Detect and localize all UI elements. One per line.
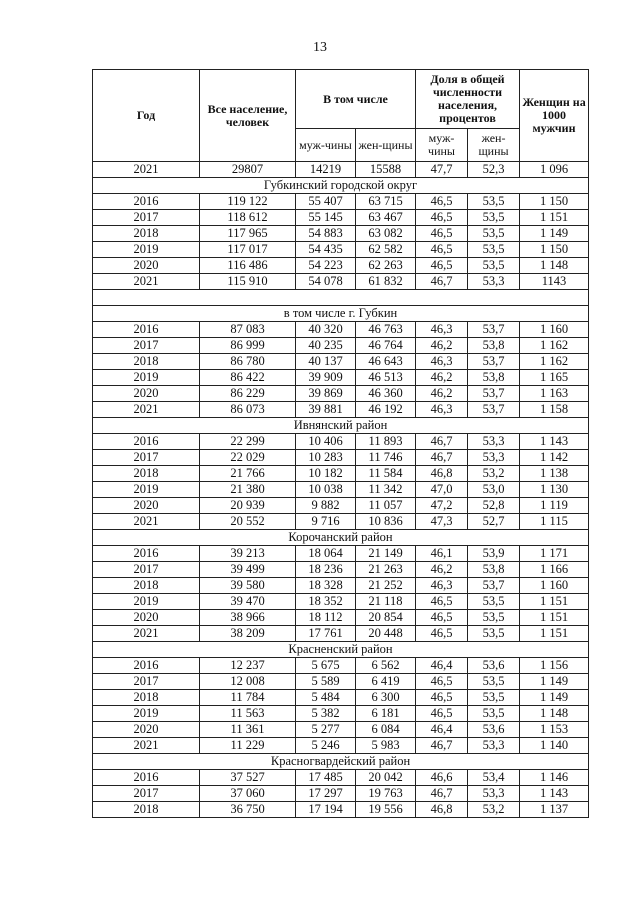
table-row	[93, 162, 589, 178]
cell-men-share: 46,5	[416, 226, 468, 242]
cell-women-share: 53,5	[468, 594, 520, 610]
cell-men: 18 352	[296, 594, 356, 610]
cell-men: 17 761	[296, 626, 356, 642]
cell-year: 2017	[93, 562, 200, 578]
cell-year: 2017	[93, 786, 200, 802]
cell-women: 61 832	[356, 274, 416, 290]
cell-men: 9 882	[296, 498, 356, 514]
cell-men-share: 46,3	[416, 322, 468, 338]
section-title: Губкинский городской округ	[93, 178, 589, 194]
cell-women: 11 746	[356, 450, 416, 466]
cell-total: 86 073	[200, 402, 296, 418]
cell-year: 2019	[93, 482, 200, 498]
cell-men-share: 46,6	[416, 770, 468, 786]
cell-total: 37 527	[200, 770, 296, 786]
cell-men: 17 194	[296, 802, 356, 818]
cell-women-per-1000: 1 149	[520, 226, 589, 242]
cell-year: 2020	[93, 722, 200, 738]
cell-women-per-1000: 1 115	[520, 514, 589, 530]
table-row	[93, 498, 589, 514]
cell-men: 54 223	[296, 258, 356, 274]
cell-women-per-1000: 1 130	[520, 482, 589, 498]
cell-men: 5 484	[296, 690, 356, 706]
cell-men: 39 881	[296, 402, 356, 418]
cell-women-per-1000: 1 140	[520, 738, 589, 754]
cell-women: 63 467	[356, 210, 416, 226]
cell-women-share: 53,0	[468, 482, 520, 498]
cell-men: 18 112	[296, 610, 356, 626]
cell-men-share: 46,5	[416, 258, 468, 274]
cell-women-share: 52,7	[468, 514, 520, 530]
cell-total: 86 229	[200, 386, 296, 402]
cell-total: 36 750	[200, 802, 296, 818]
cell-year: 2017	[93, 450, 200, 466]
table-row	[93, 610, 589, 626]
section-title: Ивнянский район	[93, 418, 589, 434]
cell-men-share: 46,7	[416, 450, 468, 466]
cell-women: 20 854	[356, 610, 416, 626]
cell-total: 22 029	[200, 450, 296, 466]
cell-women: 46 192	[356, 402, 416, 418]
table-row	[93, 690, 589, 706]
cell-men: 10 182	[296, 466, 356, 482]
cell-women: 21 118	[356, 594, 416, 610]
cell-women-per-1000: 1 149	[520, 674, 589, 690]
cell-women-share: 53,9	[468, 546, 520, 562]
cell-men-share: 46,2	[416, 370, 468, 386]
cell-women-share: 53,5	[468, 626, 520, 642]
cell-total: 11 229	[200, 738, 296, 754]
cell-women-share: 53,5	[468, 706, 520, 722]
cell-women: 11 584	[356, 466, 416, 482]
cell-women: 46 360	[356, 386, 416, 402]
cell-men: 17 485	[296, 770, 356, 786]
header-women-per-1000-men: Женщин на 1000 мужчин	[520, 70, 589, 162]
table-row	[93, 546, 589, 562]
cell-men-share: 46,4	[416, 658, 468, 674]
cell-women-share: 53,3	[468, 786, 520, 802]
cell-men-share: 46,8	[416, 466, 468, 482]
cell-total: 22 299	[200, 434, 296, 450]
cell-women: 63 715	[356, 194, 416, 210]
table-row	[93, 706, 589, 722]
cell-men-share: 46,2	[416, 562, 468, 578]
cell-men-share: 46,5	[416, 674, 468, 690]
cell-women-per-1000: 1 151	[520, 626, 589, 642]
table-row	[93, 338, 589, 354]
cell-women: 19 556	[356, 802, 416, 818]
cell-year: 2016	[93, 322, 200, 338]
header-women: жен-щины	[356, 129, 416, 162]
cell-total: 38 966	[200, 610, 296, 626]
cell-women-share: 53,7	[468, 386, 520, 402]
cell-women-share: 53,5	[468, 674, 520, 690]
cell-total: 39 470	[200, 594, 296, 610]
cell-women-share: 53,7	[468, 578, 520, 594]
table-row	[93, 434, 589, 450]
cell-men: 55 407	[296, 194, 356, 210]
cell-women: 11 057	[356, 498, 416, 514]
cell-women-per-1000: 1 160	[520, 322, 589, 338]
cell-women-share: 53,8	[468, 370, 520, 386]
cell-women: 6 419	[356, 674, 416, 690]
cell-total: 12 237	[200, 658, 296, 674]
table-row	[93, 738, 589, 754]
cell-women-per-1000: 1 160	[520, 578, 589, 594]
table-row	[93, 786, 589, 802]
cell-total: 20 939	[200, 498, 296, 514]
cell-men-share: 46,7	[416, 738, 468, 754]
table-row	[93, 210, 589, 226]
cell-women-per-1000: 1 165	[520, 370, 589, 386]
cell-men: 5 589	[296, 674, 356, 690]
table-body	[93, 162, 589, 818]
section-title: в том числе г. Губкин	[93, 306, 589, 322]
cell-year: 2020	[93, 386, 200, 402]
cell-men: 55 145	[296, 210, 356, 226]
cell-year: 2019	[93, 706, 200, 722]
table-row	[93, 482, 589, 498]
table-row	[93, 242, 589, 258]
cell-women-share: 53,8	[468, 338, 520, 354]
cell-men-share: 46,7	[416, 786, 468, 802]
cell-year: 2021	[93, 738, 200, 754]
cell-men-share: 46,5	[416, 706, 468, 722]
cell-men: 18 064	[296, 546, 356, 562]
cell-women: 19 763	[356, 786, 416, 802]
cell-men: 10 406	[296, 434, 356, 450]
cell-men-share: 46,5	[416, 626, 468, 642]
cell-total: 39 499	[200, 562, 296, 578]
cell-women-share: 53,4	[468, 770, 520, 786]
section-row	[93, 530, 589, 546]
section-row	[93, 306, 589, 322]
section-row	[93, 754, 589, 770]
cell-women-share: 53,8	[468, 562, 520, 578]
cell-women-per-1000: 1 150	[520, 242, 589, 258]
cell-men-share: 46,5	[416, 690, 468, 706]
cell-women: 10 836	[356, 514, 416, 530]
cell-year: 2017	[93, 674, 200, 690]
cell-women: 11 893	[356, 434, 416, 450]
table-row	[93, 466, 589, 482]
cell-women-share: 53,7	[468, 402, 520, 418]
table-row	[93, 370, 589, 386]
cell-women-share: 53,5	[468, 258, 520, 274]
cell-women-share: 53,7	[468, 322, 520, 338]
cell-women-per-1000: 1 150	[520, 194, 589, 210]
table-row	[93, 274, 589, 290]
cell-women: 20 448	[356, 626, 416, 642]
cell-men: 39 869	[296, 386, 356, 402]
table-row	[93, 402, 589, 418]
cell-women-per-1000: 1 158	[520, 402, 589, 418]
cell-women: 6 300	[356, 690, 416, 706]
cell-men-share: 46,3	[416, 354, 468, 370]
cell-total: 87 083	[200, 322, 296, 338]
spacer-cell	[93, 290, 589, 306]
cell-men: 5 277	[296, 722, 356, 738]
cell-year: 2020	[93, 610, 200, 626]
cell-women-per-1000: 1 166	[520, 562, 589, 578]
cell-women-per-1000: 1 119	[520, 498, 589, 514]
cell-total: 38 209	[200, 626, 296, 642]
cell-men-share: 46,5	[416, 242, 468, 258]
cell-year: 2017	[93, 338, 200, 354]
cell-women-share: 53,3	[468, 450, 520, 466]
cell-women-share: 53,5	[468, 226, 520, 242]
cell-total: 39 213	[200, 546, 296, 562]
cell-men-share: 46,5	[416, 194, 468, 210]
cell-men: 18 328	[296, 578, 356, 594]
table-row	[93, 770, 589, 786]
cell-women: 11 342	[356, 482, 416, 498]
cell-year: 2018	[93, 226, 200, 242]
cell-men-share: 46,8	[416, 802, 468, 818]
cell-year: 2016	[93, 546, 200, 562]
cell-women-per-1000: 1 138	[520, 466, 589, 482]
cell-women: 15588	[356, 162, 416, 178]
cell-men-share: 46,7	[416, 274, 468, 290]
cell-women: 62 263	[356, 258, 416, 274]
cell-men-share: 47,7	[416, 162, 468, 178]
cell-women-share: 52,3	[468, 162, 520, 178]
cell-year: 2021	[93, 514, 200, 530]
table-row	[93, 322, 589, 338]
table-row	[93, 658, 589, 674]
section-row	[93, 418, 589, 434]
cell-year: 2017	[93, 210, 200, 226]
cell-total: 21 380	[200, 482, 296, 498]
cell-men-share: 47,3	[416, 514, 468, 530]
cell-total: 86 422	[200, 370, 296, 386]
cell-women-share: 53,5	[468, 690, 520, 706]
cell-women-share: 53,5	[468, 242, 520, 258]
cell-total: 39 580	[200, 578, 296, 594]
cell-women-per-1000: 1 146	[520, 770, 589, 786]
cell-women-per-1000: 1 142	[520, 450, 589, 466]
cell-women-share: 53,2	[468, 802, 520, 818]
cell-men-share: 46,2	[416, 338, 468, 354]
cell-year: 2020	[93, 498, 200, 514]
cell-year: 2021	[93, 402, 200, 418]
cell-year: 2018	[93, 578, 200, 594]
header-including: В том числе	[296, 70, 416, 129]
cell-women-share: 53,3	[468, 434, 520, 450]
page-number: 13	[313, 40, 327, 55]
cell-year: 2019	[93, 594, 200, 610]
cell-women: 63 082	[356, 226, 416, 242]
cell-men-share: 47,0	[416, 482, 468, 498]
cell-women: 46 764	[356, 338, 416, 354]
cell-total: 11 361	[200, 722, 296, 738]
cell-year: 2016	[93, 770, 200, 786]
section-title: Корочанский район	[93, 530, 589, 546]
cell-women: 21 263	[356, 562, 416, 578]
table-row	[93, 626, 589, 642]
cell-men-share: 46,5	[416, 594, 468, 610]
cell-men: 14219	[296, 162, 356, 178]
cell-women: 20 042	[356, 770, 416, 786]
cell-year: 2020	[93, 258, 200, 274]
spacer-row	[93, 290, 589, 306]
cell-men-share: 46,7	[416, 434, 468, 450]
cell-women-per-1000: 1 153	[520, 722, 589, 738]
cell-women-per-1000: 1 163	[520, 386, 589, 402]
cell-total: 37 060	[200, 786, 296, 802]
cell-men: 5 246	[296, 738, 356, 754]
cell-men: 39 909	[296, 370, 356, 386]
cell-total: 117 965	[200, 226, 296, 242]
table-header	[93, 70, 589, 162]
cell-women-share: 53,3	[468, 738, 520, 754]
cell-women-share: 53,5	[468, 194, 520, 210]
cell-year: 2016	[93, 194, 200, 210]
cell-year: 2018	[93, 354, 200, 370]
cell-women: 6 181	[356, 706, 416, 722]
cell-men: 54 435	[296, 242, 356, 258]
cell-year: 2016	[93, 658, 200, 674]
cell-total: 86 999	[200, 338, 296, 354]
cell-women-per-1000: 1 137	[520, 802, 589, 818]
cell-total: 115 910	[200, 274, 296, 290]
cell-year: 2021	[93, 162, 200, 178]
cell-men: 40 137	[296, 354, 356, 370]
cell-men: 54 883	[296, 226, 356, 242]
cell-year: 2016	[93, 434, 200, 450]
cell-men-share: 46,5	[416, 610, 468, 626]
cell-women: 62 582	[356, 242, 416, 258]
header-women-share: жен-щины	[468, 129, 520, 162]
cell-women-per-1000: 1 171	[520, 546, 589, 562]
cell-women: 46 513	[356, 370, 416, 386]
section-row	[93, 642, 589, 658]
table-row	[93, 578, 589, 594]
cell-women-share: 53,6	[468, 722, 520, 738]
cell-women: 6 084	[356, 722, 416, 738]
cell-women: 5 983	[356, 738, 416, 754]
cell-men: 18 236	[296, 562, 356, 578]
cell-women-share: 53,3	[468, 274, 520, 290]
cell-year: 2018	[93, 466, 200, 482]
cell-women-per-1000: 1 151	[520, 210, 589, 226]
table-row	[93, 722, 589, 738]
header-total-population: Все население, человек	[200, 70, 296, 162]
cell-men: 17 297	[296, 786, 356, 802]
table-row	[93, 674, 589, 690]
header-men: муж-чины	[296, 129, 356, 162]
header-men-share: муж-чины	[416, 129, 468, 162]
cell-women-per-1000: 1 149	[520, 690, 589, 706]
cell-women-per-1000: 1 148	[520, 706, 589, 722]
header-share: Доля в общей численности населения, процентов	[416, 70, 520, 129]
table-row	[93, 594, 589, 610]
cell-men-share: 46,3	[416, 402, 468, 418]
table-row	[93, 514, 589, 530]
cell-women-per-1000: 1 143	[520, 434, 589, 450]
cell-year: 2021	[93, 274, 200, 290]
cell-men-share: 47,2	[416, 498, 468, 514]
table-row	[93, 562, 589, 578]
section-title: Красненский район	[93, 642, 589, 658]
cell-year: 2018	[93, 802, 200, 818]
cell-men: 40 235	[296, 338, 356, 354]
table-row	[93, 386, 589, 402]
cell-women-per-1000: 1 148	[520, 258, 589, 274]
cell-men: 54 078	[296, 274, 356, 290]
cell-men-share: 46,2	[416, 386, 468, 402]
cell-men: 10 038	[296, 482, 356, 498]
cell-men-share: 46,5	[416, 210, 468, 226]
cell-men: 40 320	[296, 322, 356, 338]
cell-women-per-1000: 1 162	[520, 338, 589, 354]
cell-women-share: 53,6	[468, 658, 520, 674]
cell-women-per-1000: 1 143	[520, 786, 589, 802]
cell-women-per-1000: 1 151	[520, 610, 589, 626]
cell-women-share: 53,5	[468, 610, 520, 626]
cell-year: 2021	[93, 626, 200, 642]
cell-year: 2019	[93, 242, 200, 258]
cell-total: 20 552	[200, 514, 296, 530]
cell-total: 11 784	[200, 690, 296, 706]
cell-women: 46 643	[356, 354, 416, 370]
cell-total: 21 766	[200, 466, 296, 482]
cell-women-share: 53,2	[468, 466, 520, 482]
cell-women-per-1000: 1143	[520, 274, 589, 290]
cell-women-share: 53,7	[468, 354, 520, 370]
section-row	[93, 178, 589, 194]
cell-total: 118 612	[200, 210, 296, 226]
cell-total: 29807	[200, 162, 296, 178]
table-row	[93, 354, 589, 370]
cell-women-per-1000: 1 162	[520, 354, 589, 370]
cell-total: 116 486	[200, 258, 296, 274]
section-title: Красногвардейский район	[93, 754, 589, 770]
cell-men: 9 716	[296, 514, 356, 530]
table-row	[93, 450, 589, 466]
cell-total: 12 008	[200, 674, 296, 690]
cell-women: 21 149	[356, 546, 416, 562]
table-row	[93, 802, 589, 818]
table-row	[93, 258, 589, 274]
cell-women-share: 53,5	[468, 210, 520, 226]
cell-total: 117 017	[200, 242, 296, 258]
cell-year: 2019	[93, 370, 200, 386]
cell-year: 2018	[93, 690, 200, 706]
cell-men-share: 46,4	[416, 722, 468, 738]
cell-women-per-1000: 1 156	[520, 658, 589, 674]
cell-women-share: 52,8	[468, 498, 520, 514]
cell-women: 6 562	[356, 658, 416, 674]
cell-men: 5 382	[296, 706, 356, 722]
table-row	[93, 226, 589, 242]
header-year: Год	[93, 70, 200, 162]
cell-men: 5 675	[296, 658, 356, 674]
cell-total: 11 563	[200, 706, 296, 722]
cell-men-share: 46,1	[416, 546, 468, 562]
cell-total: 86 780	[200, 354, 296, 370]
cell-women: 21 252	[356, 578, 416, 594]
cell-women: 46 763	[356, 322, 416, 338]
table-row	[93, 194, 589, 210]
cell-total: 119 122	[200, 194, 296, 210]
cell-men: 10 283	[296, 450, 356, 466]
cell-men-share: 46,3	[416, 578, 468, 594]
cell-women-per-1000: 1 096	[520, 162, 589, 178]
cell-women-per-1000: 1 151	[520, 594, 589, 610]
population-table	[92, 69, 589, 818]
